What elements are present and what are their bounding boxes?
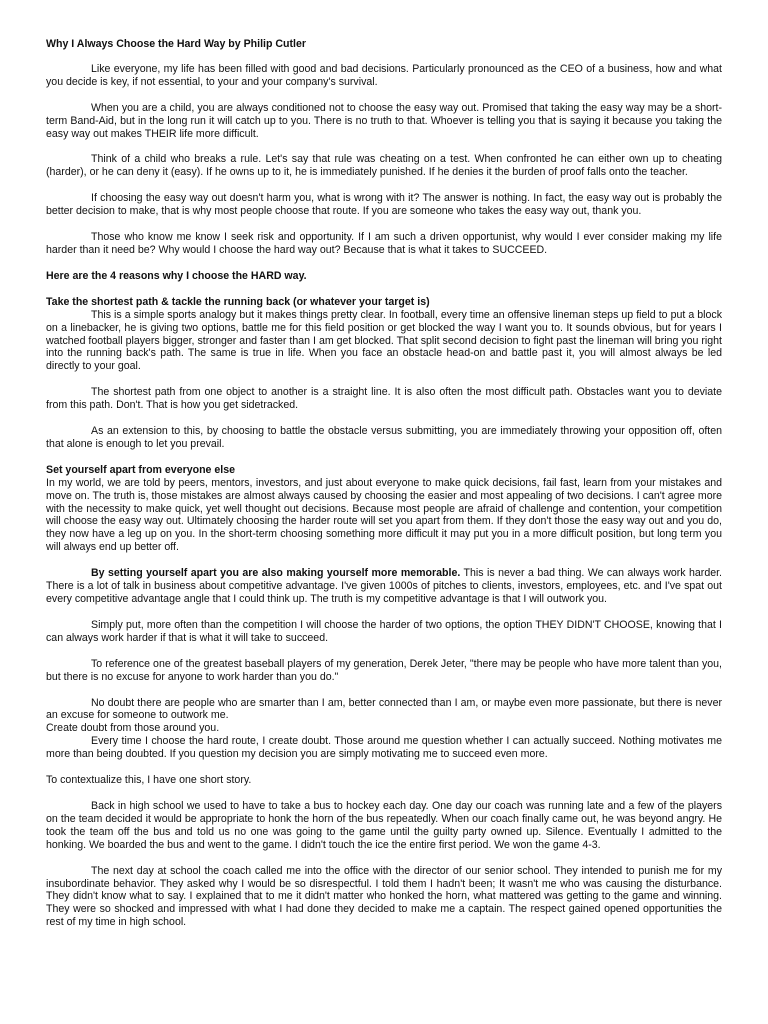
section-3-paragraph-1 [46, 567, 722, 606]
section-2-paragraph-1: In my world, we are told by peers, mentors, investors, and just about everyone to make quick decisions, fail fast, learn from your mistakes and move on. The truth is, those mistakes are almost always caused by choosing the easier and most appealing of two decisions. I can't agree more with the necessity to make quick, yet well thought out decisions. Because most people are afraid of challenge and contention, your competition will choose the easy way out. Ultimately choosing the harder route will set you apart from them. If they don't those the easy way out and you do, they now have a leg up on you. In the short-term choosing something more difficult it may put you in a more difficult position, but long term you will always end up better off. [46, 476, 722, 554]
section-1-paragraph-2: The shortest path from one object to another is a straight line. It is also often the most difficult path. Obstacles want you to deviate from this path. Don't. That is how you get sidetracked. [46, 386, 722, 412]
section-1-paragraph-3: As an extension to this, by choosing to battle the obstacle versus submitting, you are immediately throwing your opposition off, often that alone is enough to let you prevail. [46, 425, 722, 450]
section-3-paragraph-4: No doubt there are people who are smarter than I am, better connected than I am, or maybe even more passionate, but there is never an excuse for someone to outwork me. [46, 696, 722, 722]
section-1-heading: Take the shortest path & tackle the running back (or whatever your target is) [46, 295, 430, 308]
section-3-paragraph-1-text: This is never a bad thing. We can always work harder. There is a lot of talk in business about competitive advantage. I've given 1000s of pitches to clients, investors, employees, etc. and I've spat out every competitive advantage angle that I could think up. The truth is my competitive advantage is that I will outwork you. [46, 567, 722, 605]
intro-paragraph-1: Like everyone, my life has been filled with good and bad decisions. Particularly pronounced as the CEO of a business, how and what you decide is key, if not essential, to your and your company's survival. [46, 62, 722, 88]
intro-paragraph-4: If choosing the easy way out doesn't harm you, what is wrong with it? The answer is nothing. In fact, the easy way out is probably the better decision to make, that is why most people choose that route. If you are someone who takes the easy way out, thank you. [46, 192, 722, 218]
section-4-paragraph-1: Every time I choose the hard route, I create doubt. Those around me question whether I can actually succeed. Nothing motivates me more than being doubted. If you question my decision you are simply motivating me to succeed even more. [46, 735, 722, 761]
intro-paragraph-5: Those who know me know I seek risk and opportunity. If I am such a driven opportunist, why would I ever consider making my life harder than it need be? Why would I choose the hard way out? Because that is what it takes to SUCCEED. [46, 231, 722, 256]
intro-paragraph-2: When you are a child, you are always conditioned not to choose the easy way out. Promised that taking the easy way may be a short-term Band-Aid, but in the long run it will catch up to you. There is no truth to that. Whoever is telling you that is saying it because you taking the easy way out makes THEIR life more difficult. [46, 101, 722, 140]
story-paragraph-1: Back in high school we used to have to take a bus to hockey each day. One day our coach was running late and a few of the players on the team decided it would be appropriate to honk the horn of the bus repeatedly. When our coach finally came out, he was beyond angry. He took the team off the bus and told us no one was going to the game until the guilty party owned up. Silence. Eventually I admitted to the honking. We boarded the bus and went to the game. I didn't touch the ice the entire first period. We won the game 4-3. [46, 799, 722, 851]
section-3-paragraph-3: To reference one of the greatest baseball players of my generation, Derek Jeter, "there may be people who have more talent than you, but there is no excuse for anyone to work harder than you do." [46, 657, 722, 683]
section-3-paragraph-2: Simply put, more often than the competition I will choose the harder of two options, the option THEY DIDN'T CHOOSE, knowing that I can always work harder if that is what it will take to succeed. [46, 618, 722, 644]
section-1-paragraph-1: This is a simple sports analogy but it makes things pretty clear. In football, every time an offensive lineman steps up field to put a block on a linebacker, he is giving two options, battle me for this field position or get blocked the way I want you to. It sounds obvious, but for years I watched football players bigger, stronger and faster than I am get blocked. That split second decision to fight past the lineman will bring you right into the running back's path. The same is true in life. When you face an obstacle head-on and battle past it, you will almost always be led directly to your goal. [46, 308, 722, 373]
reasons-heading: Here are the 4 reasons why I choose the HARD way. [46, 269, 307, 282]
story-paragraph-2: The next day at school the coach called me into the office with the director of our senior school. They intended to punish me for my insubordinate behavior. They asked why I would be so disrespectful. I told them I hadn't been; It wasn't me who was causing the disturbance. They didn't know what to say. I explained that to me it didn't matter who honked the horn, what mattered was getting to the game and winning. They were so shocked and impressed with what I had done they decided to make me a captain. The respect gained opened opportunities the rest of my time in high school. [46, 864, 722, 929]
story-intro: To contextualize this, I have one short story. [46, 774, 252, 787]
intro-paragraph-3: Think of a child who breaks a rule. Let's say that rule was cheating on a test. When confronted he can either own up to cheating (harder), or he can deny it (easy). If he owns up to it, he is immediately punished. If he denies it the burden of proof falls onto the teacher. [46, 153, 722, 179]
section-2-heading: Set yourself apart from everyone else [46, 463, 236, 476]
section-4-heading: Create doubt from those around you. [46, 722, 220, 735]
document-title: Why I Always Choose the Hard Way by Philip Cutler [46, 38, 306, 50]
section-3-bold-lead: By setting yourself apart you are also making yourself more memorable. [91, 567, 461, 580]
